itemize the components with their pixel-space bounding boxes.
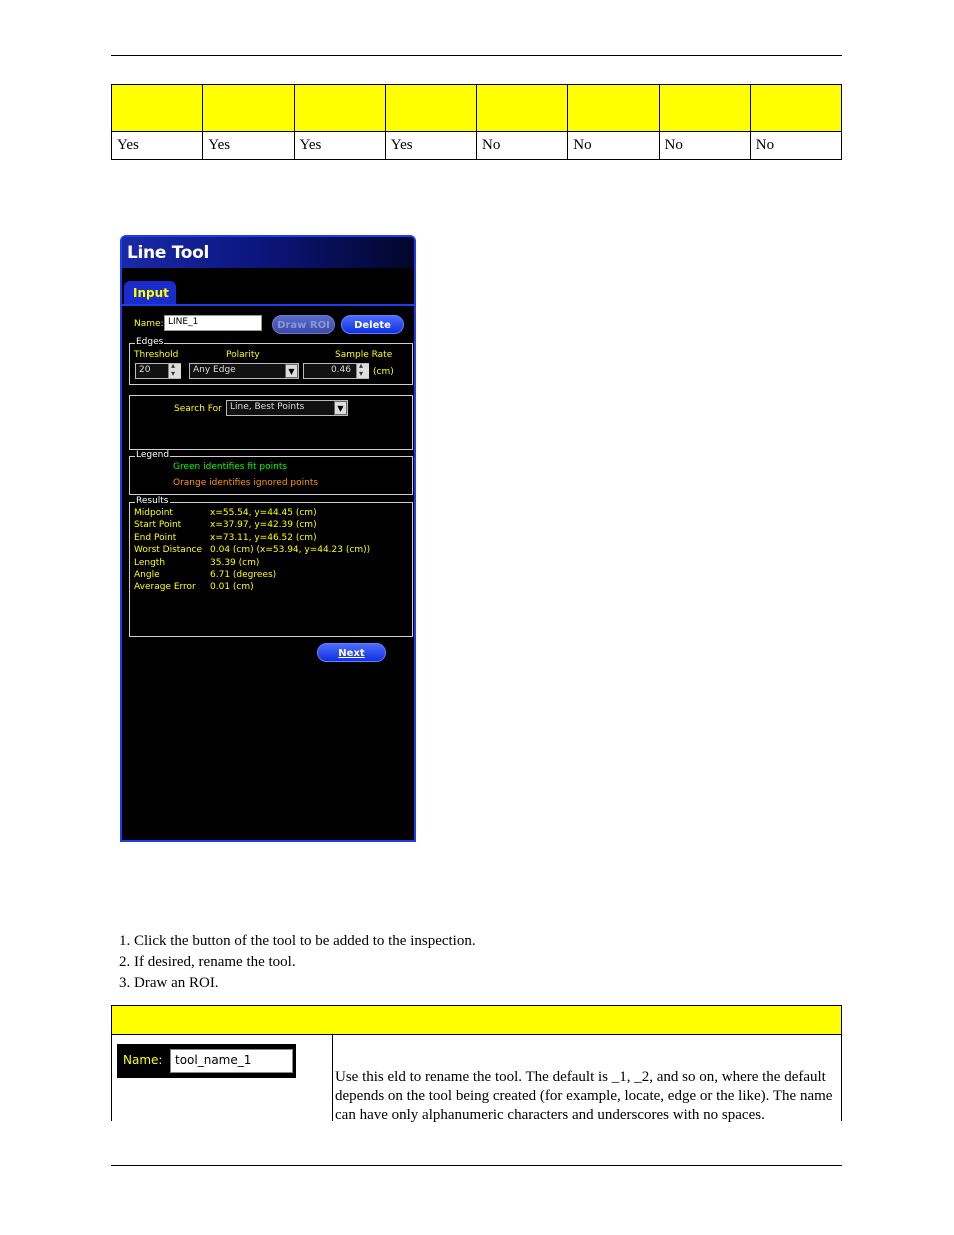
result-label: Start Point	[134, 520, 182, 531]
polarity-dropdown-arrow[interactable]: ▼	[285, 364, 298, 378]
sample-rate-label: Sample Rate	[335, 350, 393, 360]
results-values	[210, 507, 370, 594]
tab-underline	[122, 304, 414, 306]
threshold-spinner[interactable]	[168, 364, 181, 378]
result-value: 0.04 (cm) (x=53.94, y=44.23 (cm))	[210, 545, 371, 556]
sample-rate-spinner[interactable]	[356, 364, 369, 378]
name-table-row	[111, 1035, 842, 1121]
name-field-image-input: tool_name_1	[170, 1049, 293, 1073]
compat-value-cell: Yes	[294, 132, 385, 160]
result-label: Average Error	[134, 582, 196, 593]
draw-roi-button[interactable]: Draw ROI	[272, 315, 335, 334]
delete-button[interactable]: Delete	[341, 315, 404, 334]
header-rule	[111, 55, 842, 56]
tab-input-label: Input	[133, 286, 169, 300]
name-field-image	[117, 1044, 296, 1078]
name-field-table	[111, 1005, 842, 1121]
result-value: x=37.97, y=42.39 (cm)	[210, 520, 317, 531]
search-group	[129, 395, 413, 450]
result-value: 0.01 (cm)	[210, 582, 254, 593]
result-label: End Point	[134, 532, 177, 543]
compat-value-cell: No	[568, 132, 659, 160]
results-group	[129, 496, 413, 637]
step-item: 1. Click the button of the tool to be added to the inspection.	[134, 931, 476, 952]
compat-header-cell	[203, 85, 294, 132]
panel-title: Line Tool	[127, 243, 210, 263]
legend-legend: Legend	[136, 450, 170, 460]
compat-value-cell: Yes	[203, 132, 294, 160]
compat-value-cell: No	[477, 132, 568, 160]
search-for-label: Search For	[174, 404, 222, 414]
legend-orange-text: Orange identifies ignored points	[173, 478, 319, 488]
line-tool-panel	[120, 235, 416, 842]
next-button[interactable]: Next	[317, 643, 386, 662]
result-value: 6.71 (degrees)	[210, 570, 277, 581]
compat-value-cell: No	[659, 132, 750, 160]
polarity-select[interactable]: Any Edge	[189, 363, 299, 379]
compat-header-row	[112, 85, 842, 132]
result-label: Angle	[134, 570, 160, 581]
column-divider	[332, 1035, 333, 1121]
result-label: Worst Distance	[134, 545, 203, 556]
compat-header-cell	[112, 85, 203, 132]
threshold-input[interactable]: 20	[135, 363, 181, 379]
compat-value-cell: No	[750, 132, 841, 160]
result-label: Length	[134, 557, 166, 568]
compat-header-cell	[385, 85, 476, 132]
result-value: x=73.11, y=46.52 (cm)	[210, 532, 317, 543]
result-value: 35.39 (cm)	[210, 557, 260, 568]
compat-header-cell	[659, 85, 750, 132]
compat-value-row	[112, 132, 842, 160]
name-label: Name:	[134, 319, 164, 329]
steps-list	[111, 931, 476, 994]
polarity-label: Polarity	[226, 350, 260, 360]
results-legend: Results	[136, 496, 169, 506]
compat-header-cell	[477, 85, 568, 132]
search-for-select[interactable]: Line, Best Points	[226, 400, 348, 416]
threshold-label: Threshold	[134, 350, 179, 360]
sample-rate-unit: (cm)	[373, 367, 394, 377]
result-value: x=55.54, y=44.45 (cm)	[210, 508, 317, 518]
footer-rule	[111, 1165, 842, 1166]
step-item: 3. Draw an ROI.	[134, 973, 476, 994]
name-field-image-label: Name:	[123, 1053, 163, 1067]
legend-green-text: Green identifies fit points	[173, 462, 288, 472]
compat-header-cell	[294, 85, 385, 132]
sample-rate-input[interactable]: 0.46	[303, 363, 369, 379]
compat-value-cell: Yes	[112, 132, 203, 160]
result-label: Midpoint	[134, 508, 173, 518]
compatibility-table	[111, 84, 842, 160]
step-item: 2. If desired, rename the tool.	[134, 952, 476, 973]
compat-value-cell: Yes	[385, 132, 476, 160]
compat-header-cell	[750, 85, 841, 132]
edges-legend: Edges	[136, 337, 164, 347]
name-input[interactable]: LINE_1	[164, 315, 262, 331]
results-labels	[134, 507, 202, 594]
search-for-dropdown-arrow[interactable]: ▼	[334, 401, 347, 415]
compat-header-cell	[568, 85, 659, 132]
name-table-header	[111, 1005, 842, 1035]
name-field-description: Use this eld to rename the tool. The default is _1, _2, and so on, where the default depends on the tool being created (for example, locate, edge or the like). The name can have only alphanumeric characters and underscores with no spaces.	[335, 1069, 833, 1123]
tab-input[interactable]	[124, 281, 176, 306]
legend-group	[129, 450, 413, 495]
panel-title-bar	[122, 237, 414, 268]
edges-group	[129, 337, 413, 385]
